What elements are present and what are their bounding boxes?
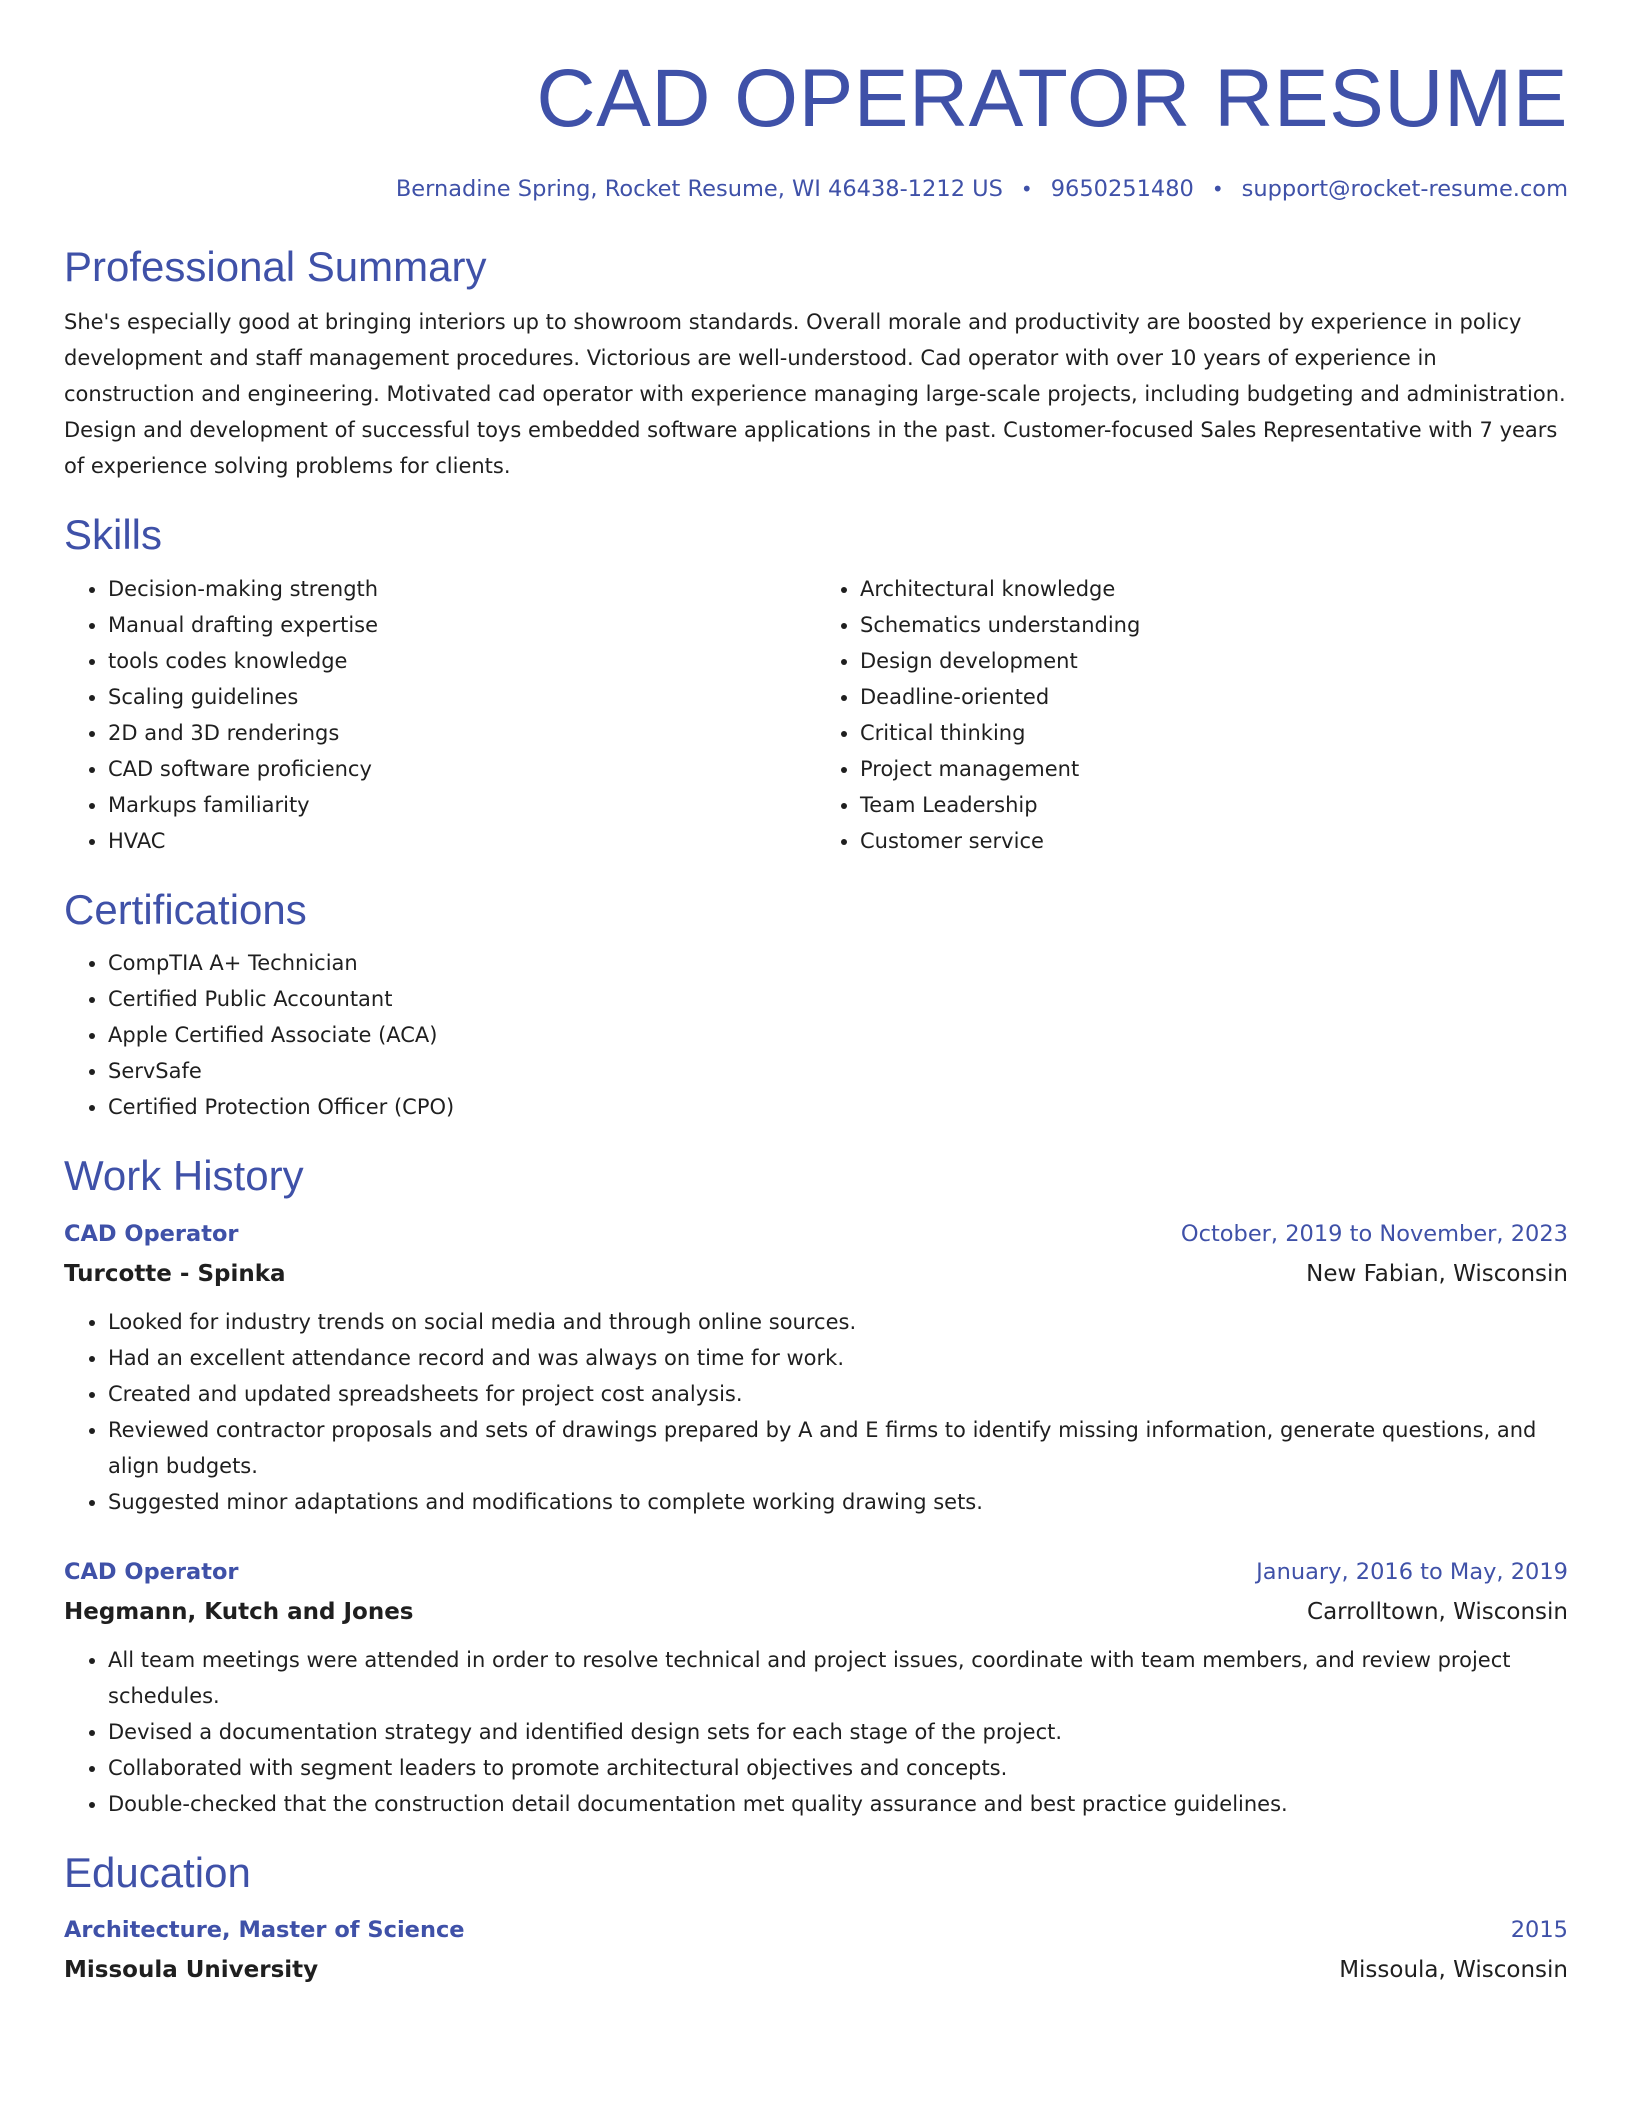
skill-item: • Scaling guidelines [108, 679, 816, 715]
job-bullet: • Looked for industry trends on social media and through online sources. [108, 1304, 1568, 1340]
skill-item: • Customer service [860, 823, 1568, 859]
skill-item: • Design development [860, 643, 1568, 679]
job-location: New Fabian, Wisconsin [1306, 1260, 1568, 1287]
job-company-row [64, 1254, 1568, 1294]
job-bullet: • Double-checked that the construction detail documentation met quality assurance and best practice guidelines. [108, 1786, 1568, 1822]
skill-item: • Team Leadership [860, 787, 1568, 823]
certifications-section [64, 885, 1568, 1125]
job-title: CAD Operator [64, 1220, 239, 1247]
contact-phone: 9650251480 [1050, 176, 1194, 202]
contact-separator: • [1020, 177, 1033, 201]
skill-item: • Manual drafting expertise [108, 607, 816, 643]
skills-list-left [64, 571, 816, 859]
skill-item: • Schematics understanding [860, 607, 1568, 643]
summary-section [64, 242, 1568, 484]
certification-item: • Certified Public Accountant [108, 981, 1568, 1017]
job-entry [64, 1552, 1568, 1822]
education-school: Missoula University [64, 1956, 319, 1983]
job-location: Carrolltown, Wisconsin [1307, 1598, 1568, 1625]
job-bullet: • Reviewed contractor proposals and sets of drawings prepared by A and E firms to identify missing information, generate questions, and align budgets. [108, 1412, 1568, 1484]
education-school-row [64, 1950, 1568, 1990]
certification-item: • Apple Certified Associate (ACA) [108, 1017, 1568, 1053]
education-heading: Education [64, 1848, 251, 1896]
work-history-heading: Work History [64, 1152, 304, 1200]
job-bullet: • Created and updated spreadsheets for project cost analysis. [108, 1376, 1568, 1412]
job-company: Hegmann, Kutch and Jones [64, 1598, 414, 1625]
job-company: Turcotte - Spinka [64, 1260, 286, 1287]
skills-heading: Skills [64, 511, 163, 559]
skill-item: • CAD software proficiency [108, 751, 816, 787]
contact-address: Bernadine Spring, Rocket Resume, WI 46438-1212 US [395, 176, 1003, 202]
skill-item: • Architectural knowledge [860, 571, 1568, 607]
work-history-section [64, 1151, 1568, 1821]
summary-heading: Professional Summary [64, 243, 487, 290]
job-dates: January, 2016 to May, 2019 [1256, 1558, 1568, 1585]
skill-item: • Markups familiarity [108, 787, 816, 823]
skill-item: • Decision-making strength [108, 571, 816, 607]
job-bullet: • Collaborated with segment leaders to promote architectural objectives and concepts. [108, 1750, 1568, 1786]
skills-list-right [816, 571, 1568, 859]
job-bullets [64, 1304, 1568, 1520]
certification-item: • ServSafe [108, 1053, 1568, 1089]
skill-item: • Critical thinking [860, 715, 1568, 751]
job-company-row [64, 1592, 1568, 1632]
contact-email: support@rocket-resume.com [1241, 176, 1568, 202]
resume-title: CAD OPERATOR RESUME [536, 53, 1568, 144]
certifications-heading: Certifications [64, 885, 307, 933]
contact-separator: • [1211, 177, 1224, 201]
skills-columns [64, 571, 1568, 859]
education-entry [64, 1910, 1568, 1990]
education-year: 2015 [1510, 1916, 1568, 1943]
skill-item: • Project management [860, 751, 1568, 787]
job-bullet: • Had an excellent attendance record and was always on time for work. [108, 1340, 1568, 1376]
job-bullet: • Suggested minor adaptations and modifications to complete working drawing sets. [108, 1484, 1568, 1520]
education-location: Missoula, Wisconsin [1339, 1956, 1568, 1983]
job-bullet: • All team meetings were attended in order to resolve technical and project issues, coordinate with team members, and review project schedules. [108, 1642, 1568, 1714]
job-title-row [64, 1214, 1568, 1254]
contact-line [64, 176, 1568, 202]
job-entry [64, 1214, 1568, 1520]
education-section [64, 1848, 1568, 1990]
education-degree-row [64, 1910, 1568, 1950]
certification-item: • Certified Protection Officer (CPO) [108, 1089, 1568, 1125]
job-bullet: • Devised a documentation strategy and identified design sets for each stage of the project. [108, 1714, 1568, 1750]
skills-section [64, 510, 1568, 858]
skill-item: • Deadline-oriented [860, 679, 1568, 715]
resume-header [64, 53, 1568, 202]
skill-item: • 2D and 3D renderings [108, 715, 816, 751]
certifications-list [64, 945, 1568, 1125]
job-title-row [64, 1552, 1568, 1592]
skill-item: • HVAC [108, 823, 816, 859]
job-title: CAD Operator [64, 1558, 239, 1585]
job-dates: October, 2019 to November, 2023 [1180, 1220, 1568, 1247]
summary-text: She's especially good at bringing interiors up to showroom standards. Overall morale and productivity are boosted by experience in policy development and staff management procedures. Victorious are well-understood. Cad operator with over 10 years of experience in construction and engineering. Motivated cad operator with experience managing large-scale projects, including budgeting and administration. Design and development of successful toys embedded software applications in the past. Customer-focused Sales Representative with 7 years of experience solving problems for clients. [64, 310, 1566, 479]
education-degree: Architecture, Master of Science [64, 1916, 465, 1943]
skill-item: • tools codes knowledge [108, 643, 816, 679]
certification-item: • CompTIA A+ Technician [108, 945, 1568, 981]
job-bullets [64, 1642, 1568, 1822]
